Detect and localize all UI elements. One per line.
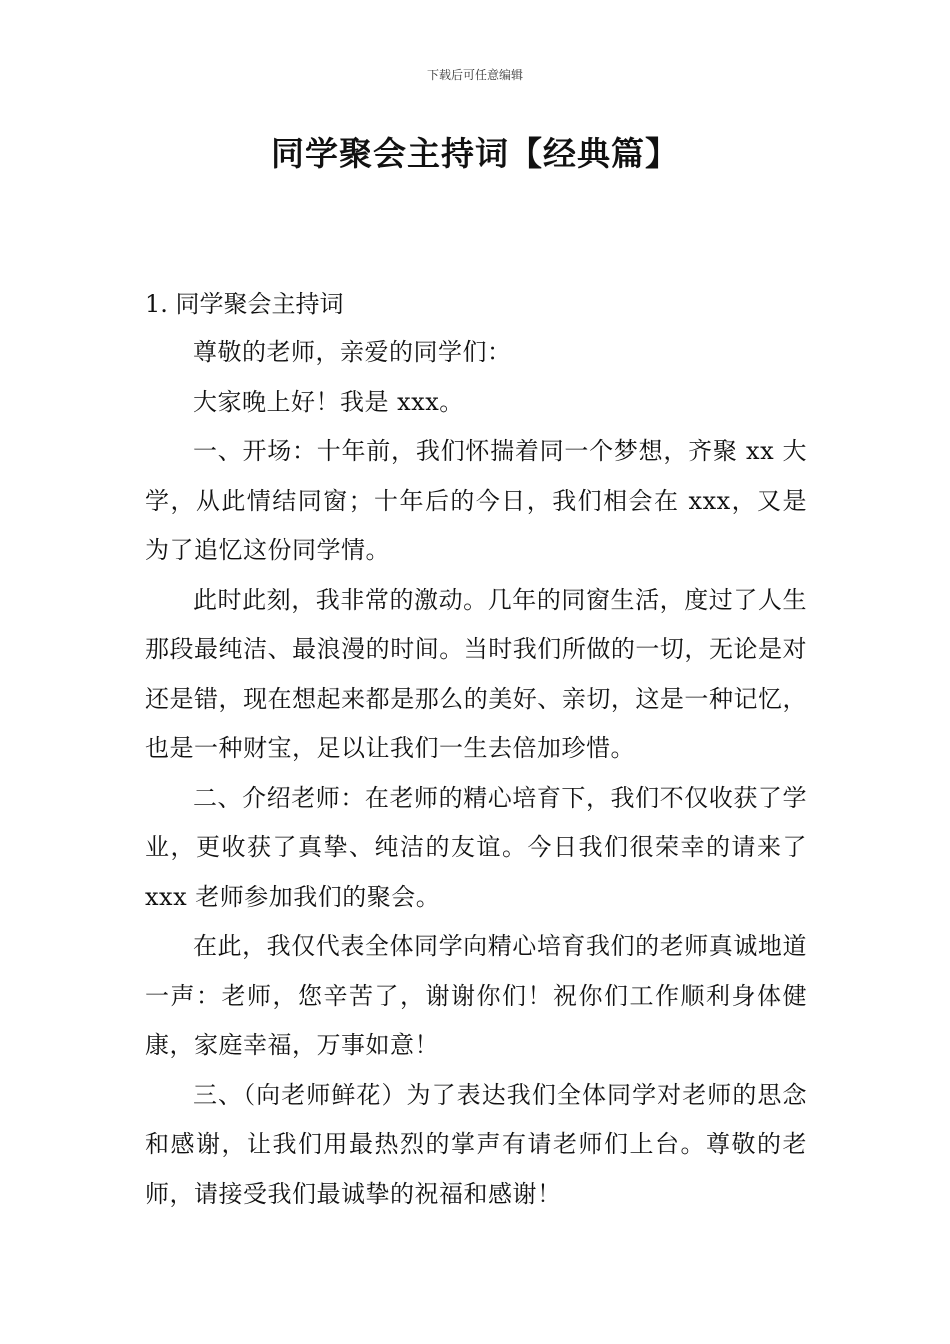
paragraph-thanks: 在此，我仅代表全体同学向精心培育我们的老师真诚地道一声：老师，您辛苦了，谢谢你们！祝你们工作顺利身体健康，家庭幸福，万事如意！: [145, 932, 807, 1059]
document-body: [145, 280, 807, 1219]
paragraph-flowers: 三、（向老师鲜花）为了表达我们全体同学对老师的思念和感谢，让我们用最热烈的掌声有请老师们上台。尊敬的老师，请接受我们最诚挚的祝福和感谢！: [145, 1080, 807, 1208]
header-note: 下载后可任意编辑: [426, 68, 523, 82]
paragraph-intro: 大家晚上好！我是 xxx。: [193, 387, 464, 416]
paragraph-introduce-teachers: 二、介绍老师：在老师的精心培育下，我们不仅收获了学业，更收获了真挚、纯洁的友谊。今日我们很荣幸的请来了 xxx 老师参加我们的聚会。: [145, 783, 807, 911]
paragraph-opening: 一、开场：十年前，我们怀揣着同一个梦想，齐聚 xx 大学，从此情结同窗；十年后的今日，我们相会在 xxx，又是为了追忆这份同学情。: [145, 437, 807, 564]
paragraph-reflection: 此时此刻，我非常的激动。几年的同窗生活，度过了人生那段最纯洁、最浪漫的时间。当时我们所做的一切，无论是对还是错，现在想起来都是那么的美好、亲切，这是一种记忆，也是一种财宝，足以让我们一生去倍加珍惜。: [145, 585, 807, 762]
document-title: 同学聚会主持词【经典篇】: [271, 134, 679, 173]
paragraph-greeting: 尊敬的老师，亲爱的同学们：: [193, 338, 512, 366]
section-heading: 1. 同学聚会主持词: [145, 290, 344, 318]
